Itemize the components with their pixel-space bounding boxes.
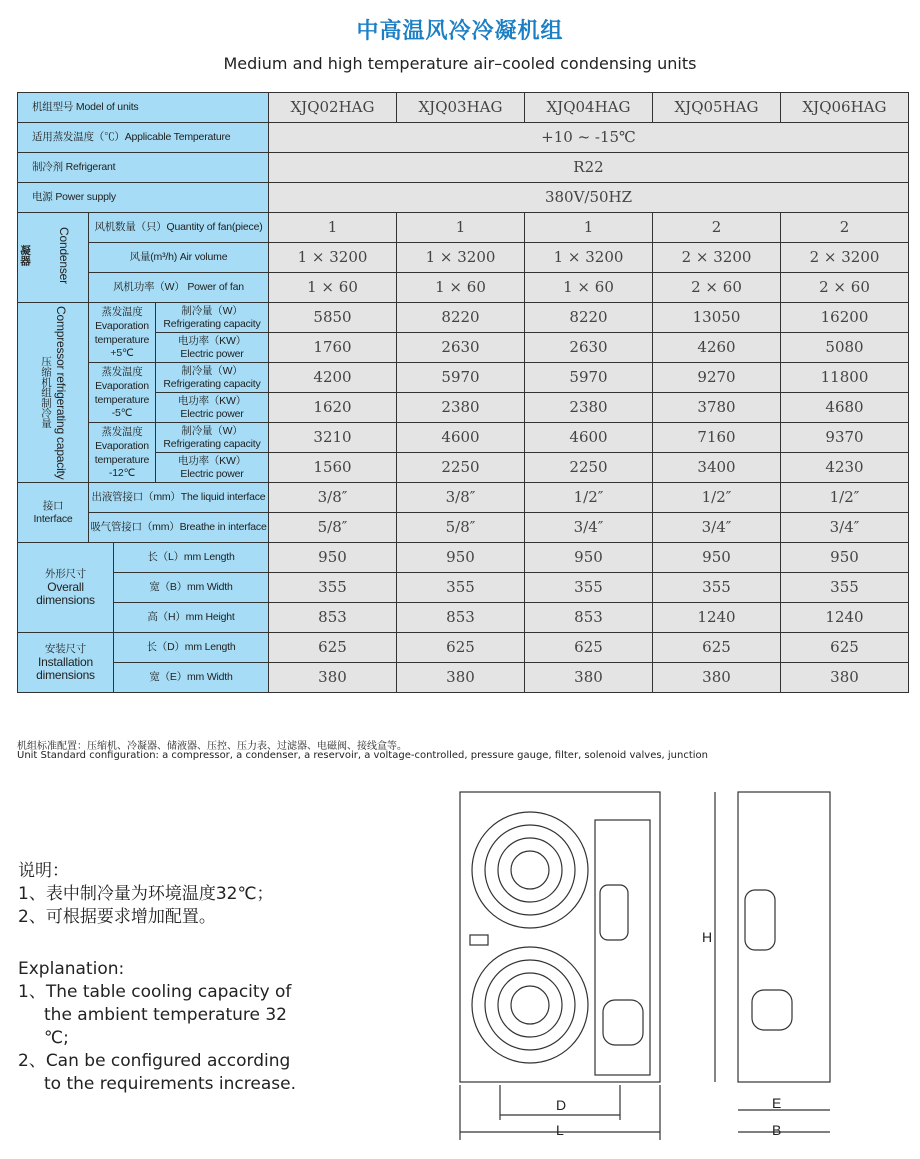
table-row [18,663,909,693]
value-cell: 625 [781,633,909,663]
value-cell: XJQ05HAG [653,93,781,123]
row-label-e: 宽（E）mm Width [114,663,269,693]
label: -5℃ [111,406,133,419]
value-cell: 2 × 60 [781,273,909,303]
dim-label-e: E [772,1095,782,1111]
value-cell: 5080 [781,333,909,363]
value-cell: 950 [397,543,525,573]
table-row [18,93,909,123]
explain-line: 1、表中制冷量为环境温度32℃； [18,884,274,904]
group-compressor [18,303,89,483]
value-cell: 1760 [269,333,397,363]
value-cell: R22 [269,153,909,183]
label: Evaporation temperature [94,379,150,406]
label-en: Electric power [180,347,244,360]
explain-line: 2、Can be configured according [18,1051,291,1071]
label-en: Electric power [180,407,244,420]
table-row [18,303,909,333]
value-cell: 3/8″ [397,483,525,513]
label-en: Refrigerating capacity [163,377,261,390]
value-cell: 3400 [653,453,781,483]
value-cell: 9270 [653,363,781,393]
label: 蒸发温度 [101,305,143,318]
group-condenser [18,213,89,303]
value-cell: 8220 [525,303,653,333]
value-cell: 1 × 3200 [269,243,397,273]
row-label-air-volume: 风量(m³/h) Air volume [89,243,269,273]
label-cn: 制冷量（W） [181,364,243,377]
value-cell: 355 [525,573,653,603]
value-cell: 1620 [269,393,397,423]
table-row [18,423,909,453]
value-cell: 1 × 3200 [397,243,525,273]
value-cell: 1 [269,213,397,243]
row-label-refrigerant: 制冷剂 Refrigerant [18,153,269,183]
value-cell: XJQ06HAG [781,93,909,123]
value-cell: 853 [397,603,525,633]
value-cell: 1 [397,213,525,243]
label: 蒸发温度 [101,425,143,438]
value-cell: 2 [781,213,909,243]
value-cell: 1/2″ [525,483,653,513]
row-label-capacity [156,423,269,453]
value-cell: 380 [397,663,525,693]
config-note-en: Unit Standard configuration: a compressor, a condenser, a reservoir, a voltage-controlled, pressure gauge, filter, solenoid valves, junction [17,750,709,761]
label: -12℃ [108,466,136,479]
page-title: 中高温风冷冷凝机组 [356,19,564,44]
explain-line: to the requirements increase. [44,1074,296,1094]
label-en: Refrigerating capacity [163,437,261,450]
value-cell: 1 × 60 [269,273,397,303]
row-label-capacity [156,363,269,393]
condenser-cn: 凝器 [19,245,31,266]
value-cell: 2630 [525,333,653,363]
value-cell: 355 [397,573,525,603]
value-cell: 3/4″ [781,513,909,543]
value-cell: 9370 [781,423,909,453]
value-cell: 5970 [525,363,653,393]
table-row [18,633,909,663]
value-cell: 1 × 60 [525,273,653,303]
evap-temp-group [89,363,156,423]
value-cell: 13050 [653,303,781,333]
value-cell: XJQ03HAG [397,93,525,123]
value-cell: 2250 [397,453,525,483]
unit-dimension-drawing [440,780,860,1150]
row-label-height: 高（H）mm Height [114,603,269,633]
value-cell: 4600 [397,423,525,453]
value-cell: 1 × 3200 [525,243,653,273]
dim-label-l: L [556,1122,564,1138]
label-cn: 电功率（KW） [177,394,246,407]
evap-temp-group [89,423,156,483]
label-en: Electric power [180,467,244,480]
explain-line: Explanation: [18,959,125,979]
row-label-temp: 适用蒸发温度（℃）Applicable Temperature [18,123,269,153]
value-cell: 355 [269,573,397,603]
value-cell: 950 [269,543,397,573]
value-cell: 355 [653,573,781,603]
row-label-breathe: 吸气管接口（mm）Breathe in interface [89,513,269,543]
value-cell: 3/4″ [653,513,781,543]
value-cell: 16200 [781,303,909,333]
value-cell: 1240 [653,603,781,633]
value-cell: 853 [269,603,397,633]
side-view-outline [738,792,830,1082]
value-cell: 380 [653,663,781,693]
value-cell: +10 ~ -15℃ [269,123,909,153]
label-cn: 制冷量（W） [181,304,243,317]
explain-line: ℃; [44,1028,69,1048]
row-label-capacity [156,303,269,333]
fan-coil-top [472,812,588,928]
table-row [18,183,909,213]
value-cell: 3210 [269,423,397,453]
label-cn: 安装尺寸 [44,643,87,655]
value-cell: 380 [269,663,397,693]
group-interface [18,483,89,543]
table-row [18,483,909,513]
explain-line: 说明： [18,861,69,881]
value-cell: 11800 [781,363,909,393]
group-install [18,633,114,693]
explanation-en [18,958,296,1096]
value-cell: 625 [525,633,653,663]
value-cell: 5/8″ [397,513,525,543]
value-cell: 625 [269,633,397,663]
label-cn: 制冷量（W） [181,424,243,437]
value-cell: 1560 [269,453,397,483]
row-label-electric-power [156,453,269,483]
row-label-liquid: 出液管接口（mm）The liquid interface [89,483,269,513]
value-cell: XJQ02HAG [269,93,397,123]
label: +5℃ [110,346,134,359]
value-cell: 2380 [397,393,525,423]
table-row [18,513,909,543]
dim-label-d: D [556,1097,567,1113]
dim-label-b: B [772,1122,782,1138]
value-cell: 2250 [525,453,653,483]
table-row [18,273,909,303]
value-cell: 625 [397,633,525,663]
value-cell: 4200 [269,363,397,393]
label-en: Interface [33,512,73,525]
value-cell: 1/2″ [781,483,909,513]
label-cn: 电功率（KW） [177,454,246,467]
value-cell: XJQ04HAG [525,93,653,123]
row-label-width: 宽（B）mm Width [114,573,269,603]
value-cell: 2 × 60 [653,273,781,303]
value-cell: 625 [653,633,781,663]
value-cell: 2630 [397,333,525,363]
label-en: Overall dimensions [36,580,95,607]
table-row [18,573,909,603]
row-label-power: 电源 Power supply [18,183,269,213]
row-label-fan-power: 风机功率（W） Power of fan [89,273,269,303]
value-cell: 1 [525,213,653,243]
row-label-d: 长（D）mm Length [114,633,269,663]
row-label-electric-power [156,393,269,423]
label-cn: 电功率（KW） [177,334,246,347]
value-cell: 2 [653,213,781,243]
value-cell: 1240 [781,603,909,633]
table-row [18,543,909,573]
row-label-electric-power [156,333,269,363]
value-cell: 950 [525,543,653,573]
config-note-cn: 机组标准配置：压缩机、冷凝器、储液器、压控、压力表、过滤器、电磁阀、接线盒等。 [17,741,407,752]
table-row [18,153,909,183]
label-en: Refrigerating capacity [163,317,261,330]
value-cell: 3/8″ [269,483,397,513]
table-row [18,603,909,633]
value-cell: 380V/50HZ [269,183,909,213]
value-cell: 2380 [525,393,653,423]
value-cell: 4230 [781,453,909,483]
value-cell: 380 [525,663,653,693]
label-en: Installation dimensions [36,655,95,682]
value-cell: 5/8″ [269,513,397,543]
table-row [18,243,909,273]
value-cell: 5850 [269,303,397,333]
value-cell: 3780 [653,393,781,423]
label-cn: 接口 [42,499,64,512]
compressor-en: Compressor refrigerating capacity [54,305,68,480]
explanation-cn [18,860,274,929]
explain-line: 2、可根据要求增加配置。 [18,907,216,927]
fan-coil-bottom [472,947,588,1063]
value-cell: 853 [525,603,653,633]
label: 蒸发温度 [101,365,143,378]
value-cell: 3/4″ [525,513,653,543]
label-cn: 外形尺寸 [44,568,87,580]
value-cell: 4260 [653,333,781,363]
value-cell: 950 [653,543,781,573]
row-label-model: 机组型号 Model of units [18,93,269,123]
group-overall [18,543,114,633]
compressor-cn: 压缩机组制冷量 [40,356,52,429]
page-subtitle: Medium and high temperature air–cooled condensing units [223,54,697,73]
explain-line: 1、The table cooling capacity of [18,982,292,1002]
table-row [18,363,909,393]
condenser-en: Condenser [56,227,71,284]
value-cell: 355 [781,573,909,603]
value-cell: 7160 [653,423,781,453]
value-cell: 5970 [397,363,525,393]
row-label-length: 长（L）mm Length [114,543,269,573]
value-cell: 4680 [781,393,909,423]
value-cell: 1 × 60 [397,273,525,303]
value-cell: 950 [781,543,909,573]
value-cell: 8220 [397,303,525,333]
dim-label-h: H [702,929,713,945]
row-label-fan-qty: 风机数量（只）Quantity of fan(piece) [89,213,269,243]
value-cell: 4600 [525,423,653,453]
value-cell: 380 [781,663,909,693]
label: Evaporation temperature [94,439,150,466]
explain-line: the ambient temperature 32 [44,1005,287,1025]
spec-table [17,92,909,693]
value-cell: 2 × 3200 [653,243,781,273]
value-cell: 1/2″ [653,483,781,513]
label: Evaporation temperature [94,319,150,346]
table-row [18,123,909,153]
table-row [18,213,909,243]
evap-temp-group [89,303,156,363]
value-cell: 2 × 3200 [781,243,909,273]
